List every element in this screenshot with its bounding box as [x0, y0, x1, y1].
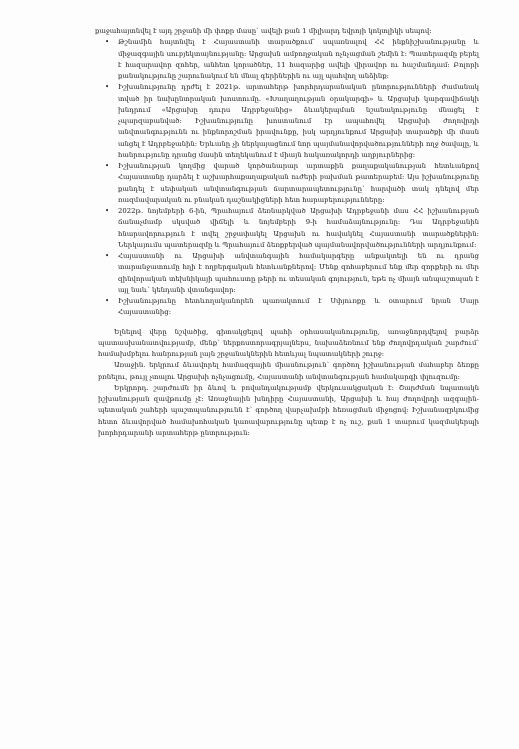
bullet-icon: •: [105, 38, 110, 47]
list-item: [105, 37, 479, 82]
bullet-icon: •: [105, 297, 110, 305]
bullet-icon: •: [105, 207, 110, 215]
list-item: [105, 161, 479, 206]
list-item-text: Իշխանությունը դրժել է 2021թ. արտահերթ խորհրդարանական ընտրությունների ժամանակ տված իր նախընտրական խոստումը. «Խաղաղության օրակարգի» և Արցախի կարգավիճակի խնդրում «Արցախը դուրս Ադրբեջանից» ձևակերպման նշանակությունը մնացել է չպարզաբանված: Իշխանությունը խոստանում էր ապահովել Արցախի ժողովրդի անվտանգությունն ու ինքնորոշման իրավունքը, իսկ արդյունքում Արցախի տարածքի մի մասն անցել է Ադրբեջանին: Երևանը չի ներկայացնում նոր պայմանավորվածությունների ողջ ծավալը, և հանրությունը դրանց մասին տեղեկանում է միայն հակառակորդի աղբյուրներից:: [118, 83, 479, 159]
body-paragraph: [98, 360, 479, 383]
bullet-list: [98, 37, 479, 318]
paragraph-text: շարժումն իր ձևով և բովանդակությամբ վերկուսակցական է: Շարժման նպատակն իշխանության զավթումը չէ: Առաջնային խնդիրը Հայաստանի, Արցախի և հայ ժողովրդի ազգային-պետական շահերի պաշտպանությունն է՝ գործող վարչախմբի հեռացման միջոցով: Իշխանազրկումից հետո ձևավորված համախոհական կառավարությունը պետք է ոչ ուշ, քան 1 տարում կազմակերպի խորհրդարանի արտահերթ ընտրություն:: [98, 383, 479, 437]
list-item-text: 2022թ. նոյեմբերի 6-ին, Պրահայում ձեռնարկված Արցախի Ադրբեջանի մաս ՀՀ իշխանության ճանաչմամբ սկսված վիճելի և նոյեմբերի 9-ի համաձայնությունը: Դա Ադրբեջանին հնարավորություն է տվել շրջափակել Արցախն ու հավակնել Հայաստանի տարածքներին: Ներկայումս պատերազմը և Պրահայում ձեռքբերված պայմանավորվածությունների արդյունքում:: [118, 207, 479, 249]
paragraph-lead: Առաջին.: [114, 361, 146, 370]
paragraph-lead: Երկրորդ.: [114, 383, 149, 392]
list-item-text: Իշխանությունը հետևողականորեն պառակտում է Սփյուռքը և օտարում նրան Մայր Հայաստանից:: [118, 297, 479, 317]
list-item-text: Հայաստանի ու Արցախի անվտանգային համակարգերը անքակտելի են ու դրանց տարանջատումը հղի է ողբերգական հետևանքներով: Մենք զոհաբերում ենք մեր զորքերի ու մեր զինվորական տեխնիկայի պահուստը թերի ու տեսական գոյություն, եթե ոչ միայն անպաշտպան է այլ նաև՝ կենդանի վտանգավոր:: [118, 252, 479, 294]
intro-paragraph: քաջահայտնվել է այդ շրջանի մի փոքր մասը՝ ավելի քան 1 միլիարդ եվրոյի կոկտլիկի սեպով:: [95, 27, 432, 35]
list-item-text: Իշխանության կողմից վարած կործանարար արտաքին քաղաքականության հետևանքով Հայաստանը դարձել է աշխարհաքաղաքական ուժերի բախման թատերաբեմ: Այս իշխանությունը քանդել է սեփական անվտանգության ճարտարապետությունը՝ հարվածի տակ դնելով մեր ռազմավարական ու բնական դաշնակիցների հետ հարաբերությունները:: [118, 162, 479, 204]
spacer: [98, 319, 479, 327]
bullet-icon: •: [105, 83, 110, 92]
body-paragraph: Ելնելով վերը նշվածից, գիտակցելով պահի օրհասականությունը, առաջնորդվելով բարձր պատասխանատվությամբ, մենք՝ ներքոստորագրյալներս, նախաձեռնում ենք ժողովրդական շարժում՝ համախմբելու հանրության լայն շրջանակներին հետևյալ նպատակների շուրջ:: [98, 327, 479, 358]
list-item: [105, 296, 479, 319]
list-item: [105, 251, 479, 296]
bullet-icon: •: [105, 162, 110, 170]
list-item: [105, 206, 479, 251]
paragraph-text: երկրում ձևավորել համազգային միասնություն՝ գործող իշխանության մահաբեր ձեռքը բռնելու, թույլ չտալու Արցախի ոչնչացումը, Հայաստանի անվտանգության համակարգի փլուզումը:: [98, 361, 479, 381]
body-paragraph: [98, 383, 479, 439]
list-item: [105, 82, 479, 161]
bullet-icon: •: [105, 252, 110, 260]
list-item-text: Թշնամին հայտնվել է Հայաստանի տարածքում՝ սպառնալով ՀՀ ինքնիշխանությանը և միջազգային սուբյեկտայնությանը: Արցախն ամբողջական ոչնչացման շեմին է: Պատերազմը բերել է հազարավոր զոհեր, անհետ կորածներ, 11 հազարից ավելի վիրավոր ու հաշմանդամ: Բոլորի քանակությունը շարունակում են մնալ գերիներին ու այլ պահվող անձինք:: [118, 38, 479, 80]
